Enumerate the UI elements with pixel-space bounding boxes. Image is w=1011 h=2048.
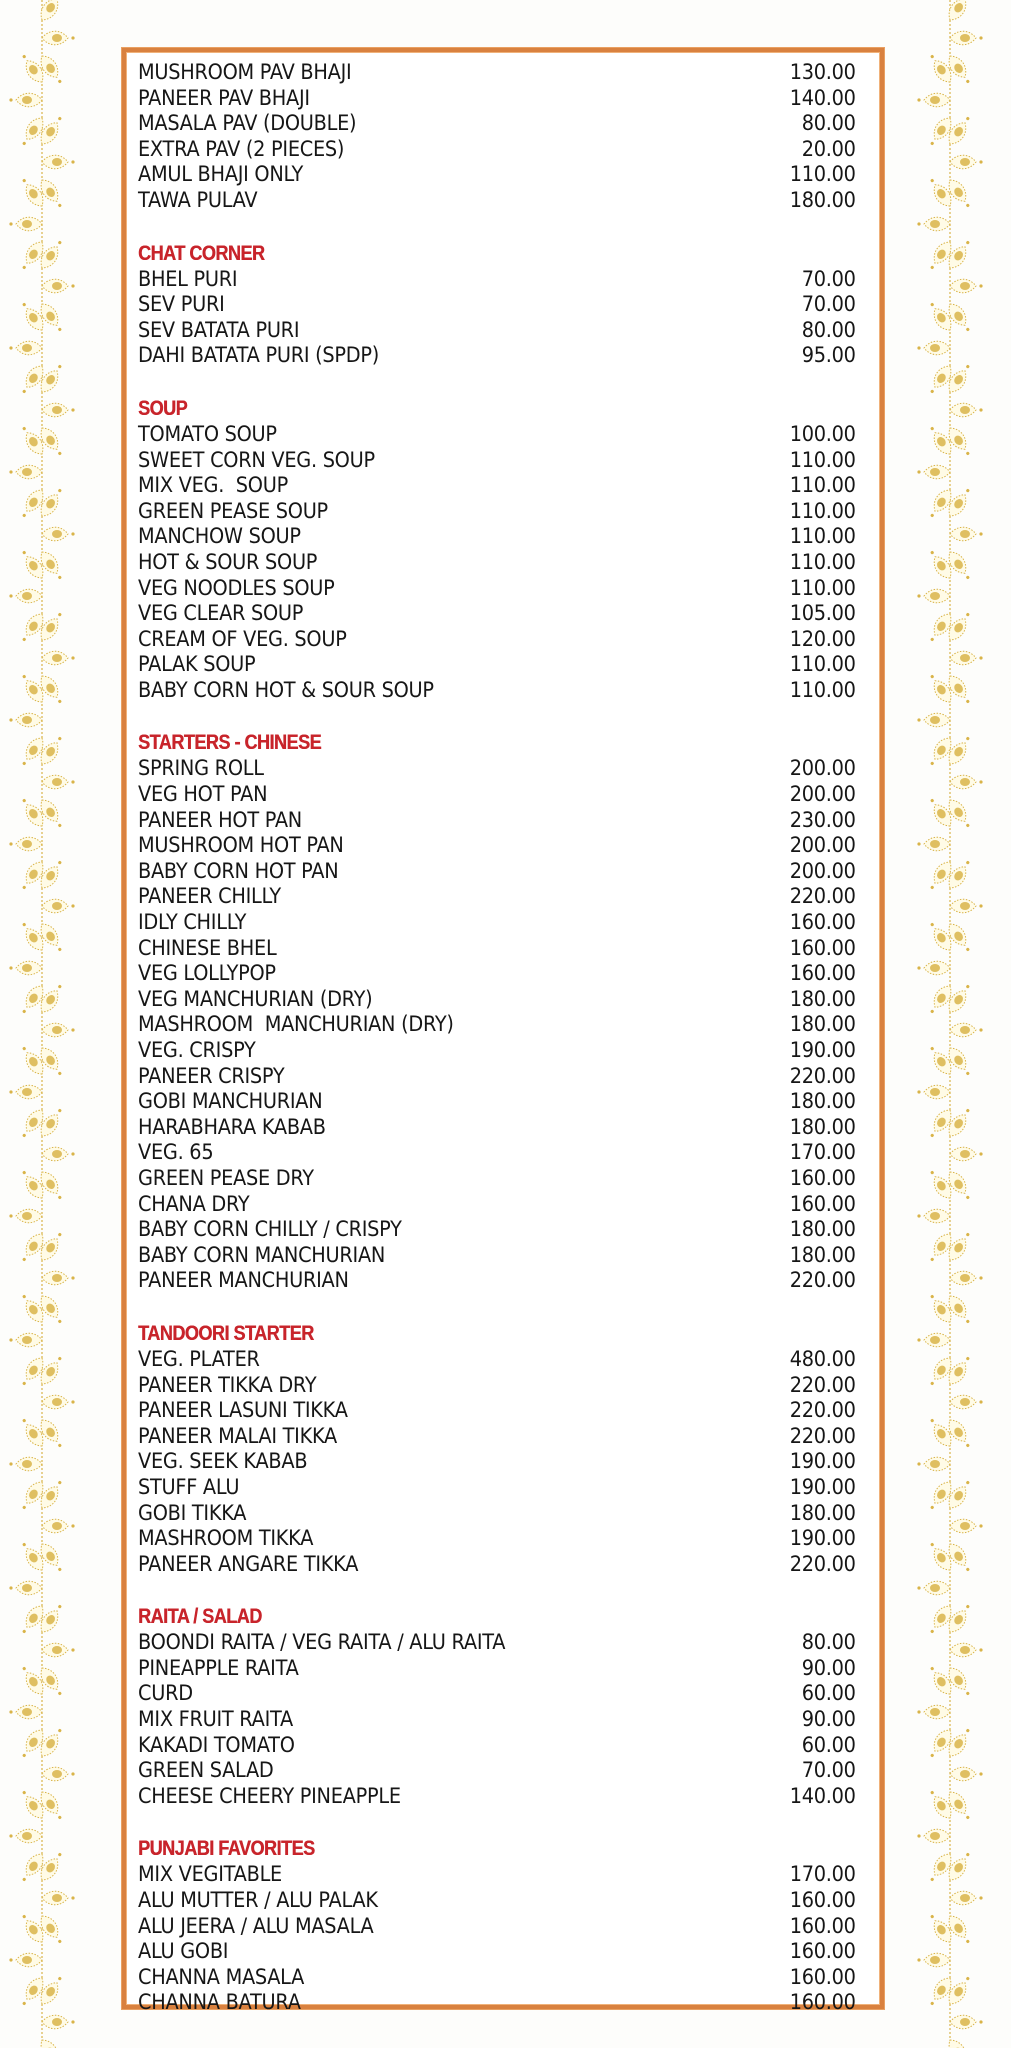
menu-item-row bbox=[138, 627, 856, 653]
menu-item-price: 120.00 bbox=[790, 626, 856, 651]
menu-item-row bbox=[138, 162, 856, 188]
menu-item-price: 160.00 bbox=[790, 935, 856, 960]
menu-item-row bbox=[138, 524, 856, 550]
menu-item-row bbox=[138, 499, 856, 525]
menu-item-name: GOBI MANCHURIAN bbox=[138, 1089, 323, 1114]
menu-item-row bbox=[138, 1939, 856, 1965]
menu-item-price: 160.00 bbox=[790, 1165, 856, 1190]
menu-item-price: 190.00 bbox=[790, 1526, 856, 1551]
menu-item-name: GOBI TIKKA bbox=[138, 1500, 247, 1525]
menu-item-row bbox=[138, 833, 856, 859]
menu-item-row bbox=[138, 188, 856, 214]
menu-item-name: GREEN PEASE SOUP bbox=[138, 498, 328, 523]
menu-item-name: HOT & SOUR SOUP bbox=[138, 549, 318, 574]
menu-item-row bbox=[138, 267, 856, 293]
menu-item-row bbox=[138, 343, 856, 369]
menu-item-price: 220.00 bbox=[790, 1398, 856, 1423]
left-floral-vine-ornament bbox=[0, 0, 98, 2048]
menu-item-price: 130.00 bbox=[790, 60, 856, 84]
menu-item-price: 230.00 bbox=[790, 807, 856, 832]
menu-item-name: SPRING ROLL bbox=[138, 756, 264, 781]
menu-item-price: 220.00 bbox=[790, 1372, 856, 1397]
menu-item-price: 170.00 bbox=[790, 1140, 856, 1165]
menu-item-price: 220.00 bbox=[790, 1268, 856, 1293]
menu-item-row bbox=[138, 1140, 856, 1166]
menu-item-price: 140.00 bbox=[790, 1783, 856, 1808]
menu-item-name: PANEER CRISPY bbox=[138, 1063, 285, 1088]
menu-item-row bbox=[138, 1012, 856, 1038]
menu-item-price: 110.00 bbox=[790, 447, 856, 472]
menu-item-row bbox=[138, 1990, 856, 2016]
menu-item-name: VEG LOLLYPOP bbox=[138, 961, 276, 986]
menu-item-name: BOONDI RAITA / VEG RAITA / ALU RAITA bbox=[138, 1630, 506, 1655]
section-heading: TANDOORI STARTER bbox=[138, 1321, 314, 1345]
menu-item-row bbox=[138, 473, 856, 499]
menu-item-row bbox=[138, 86, 856, 112]
menu-item-row bbox=[138, 961, 856, 987]
menu-item-row bbox=[138, 1862, 856, 1888]
menu-item-row bbox=[138, 1656, 856, 1682]
menu-item-price: 60.00 bbox=[802, 1732, 856, 1757]
menu-item-price: 110.00 bbox=[790, 549, 856, 574]
menu-item-row bbox=[138, 550, 856, 576]
menu-item-price: 180.00 bbox=[790, 1242, 856, 1267]
menu-item-row bbox=[138, 652, 856, 678]
menu-item-name: CHANA DRY bbox=[138, 1191, 250, 1216]
menu-item-price: 160.00 bbox=[790, 1913, 856, 1938]
menu-item-row bbox=[138, 1707, 856, 1733]
menu-item-price: 180.00 bbox=[790, 1114, 856, 1139]
menu-item-name: CREAM OF VEG. SOUP bbox=[138, 626, 347, 651]
menu-item-name: ALU MUTTER / ALU PALAK bbox=[138, 1888, 378, 1913]
menu-item-row bbox=[138, 1192, 856, 1218]
menu-item-name: MASHROOM MANCHURIAN (DRY) bbox=[138, 1012, 454, 1037]
menu-item-row bbox=[138, 576, 856, 602]
menu-item-name: PINEAPPLE RAITA bbox=[138, 1655, 299, 1680]
menu-item-name: PALAK SOUP bbox=[138, 652, 256, 677]
menu-item-price: 180.00 bbox=[790, 1500, 856, 1525]
menu-item-price: 110.00 bbox=[790, 524, 856, 549]
menu-section-starters-chinese bbox=[138, 730, 856, 1293]
menu-item-price: 220.00 bbox=[790, 884, 856, 909]
menu-item-price: 110.00 bbox=[790, 652, 856, 677]
menu-item-price: 110.00 bbox=[790, 498, 856, 523]
menu-item-name: VEG. SEEK KABAB bbox=[138, 1449, 308, 1474]
section-heading: RAITA / SALAD bbox=[138, 1605, 262, 1629]
menu-item-row bbox=[138, 1914, 856, 1940]
menu-item-price: 70.00 bbox=[802, 292, 856, 317]
menu-item-row bbox=[138, 1552, 856, 1578]
menu-item-name: PANEER MALAI TIKKA bbox=[138, 1423, 337, 1448]
menu-price-list bbox=[122, 48, 884, 2015]
menu-item-price: 180.00 bbox=[790, 986, 856, 1011]
menu-item-name: DAHI BATATA PURI (SPDP) bbox=[138, 343, 379, 368]
menu-item-name: HARABHARA KABAB bbox=[138, 1114, 326, 1139]
menu-item-row bbox=[138, 1115, 856, 1141]
menu-item-name: MIX VEG. SOUP bbox=[138, 473, 288, 498]
menu-item-name: SEV PURI bbox=[138, 292, 225, 317]
menu-item-name: MASALA PAV (DOUBLE) bbox=[138, 111, 357, 136]
menu-item-price: 160.00 bbox=[790, 961, 856, 986]
menu-item-name: SEV BATATA PURI bbox=[138, 317, 300, 342]
menu-item-name: CHANNA BATURA bbox=[138, 1990, 301, 2015]
menu-item-name: MIX FRUIT RAITA bbox=[138, 1707, 294, 1732]
menu-item-row bbox=[138, 1089, 856, 1115]
menu-item-name: PANEER ANGARE TIKKA bbox=[138, 1551, 359, 1576]
menu-item-row bbox=[138, 1784, 856, 1810]
menu-item-price: 160.00 bbox=[790, 1990, 856, 2015]
menu-item-price: 200.00 bbox=[790, 833, 856, 858]
menu-item-name: KAKADI TOMATO bbox=[138, 1732, 295, 1757]
menu-item-price: 110.00 bbox=[790, 575, 856, 600]
menu-item-price: 180.00 bbox=[790, 1012, 856, 1037]
menu-item-name: MASHROOM TIKKA bbox=[138, 1526, 314, 1551]
menu-item-row bbox=[138, 318, 856, 344]
section-heading: STARTERS - CHINESE bbox=[138, 731, 322, 755]
menu-item-row bbox=[138, 987, 856, 1013]
menu-section-chat-corner bbox=[138, 241, 856, 369]
menu-item-row bbox=[138, 1475, 856, 1501]
menu-item-name: MIX VEGITABLE bbox=[138, 1862, 282, 1887]
menu-item-price: 90.00 bbox=[802, 1655, 856, 1680]
menu-item-name: CURD bbox=[138, 1681, 193, 1706]
menu-item-name: MUSHROOM HOT PAN bbox=[138, 833, 344, 858]
menu-item-row bbox=[138, 1217, 856, 1243]
menu-item-row bbox=[138, 1243, 856, 1269]
menu-item-price: 60.00 bbox=[802, 1681, 856, 1706]
menu-item-name: CHEESE CHEERY PINEAPPLE bbox=[138, 1783, 401, 1808]
menu-item-row bbox=[138, 1965, 856, 1991]
section-heading: SOUP bbox=[138, 396, 188, 420]
menu-item-price: 190.00 bbox=[790, 1474, 856, 1499]
menu-item-price: 200.00 bbox=[790, 858, 856, 883]
menu-item-name: IDLY CHILLY bbox=[138, 910, 247, 935]
menu-item-price: 160.00 bbox=[790, 1939, 856, 1964]
menu-item-row bbox=[138, 292, 856, 318]
menu-item-price: 180.00 bbox=[790, 187, 856, 212]
menu-item-price: 80.00 bbox=[802, 1630, 856, 1655]
menu-item-price: 160.00 bbox=[790, 910, 856, 935]
menu-section-pav-bhaji bbox=[138, 60, 856, 214]
menu-item-price: 220.00 bbox=[790, 1063, 856, 1088]
menu-item-name: ALU JEERA / ALU MASALA bbox=[138, 1913, 374, 1938]
menu-item-name: VEG NOODLES SOUP bbox=[138, 575, 335, 600]
menu-item-row bbox=[138, 1630, 856, 1656]
menu-item-row bbox=[138, 1526, 856, 1552]
menu-item-row bbox=[138, 936, 856, 962]
menu-item-price: 70.00 bbox=[802, 266, 856, 291]
menu-item-row bbox=[138, 1347, 856, 1373]
menu-item-price: 160.00 bbox=[790, 1888, 856, 1913]
menu-item-row bbox=[138, 1888, 856, 1914]
menu-item-row bbox=[138, 1268, 856, 1294]
menu-item-name: MUSHROOM PAV BHAJI bbox=[138, 60, 352, 84]
menu-item-name: AMUL BHAJI ONLY bbox=[138, 162, 303, 187]
menu-item-row bbox=[138, 422, 856, 448]
menu-item-price: 200.00 bbox=[790, 756, 856, 781]
section-heading: PUNJABI FAVORITES bbox=[138, 1837, 315, 1861]
menu-item-name: VEG. 65 bbox=[138, 1140, 214, 1165]
menu-item-row bbox=[138, 1398, 856, 1424]
menu-item-row bbox=[138, 756, 856, 782]
menu-item-name: GREEN PEASE DRY bbox=[138, 1165, 314, 1190]
menu-item-price: 190.00 bbox=[790, 1449, 856, 1474]
menu-item-row bbox=[138, 678, 856, 704]
menu-item-name: VEG. PLATER bbox=[138, 1346, 260, 1371]
menu-item-name: BABY CORN MANCHURIAN bbox=[138, 1242, 386, 1267]
menu-item-name: BABY CORN CHILLY / CRISPY bbox=[138, 1217, 402, 1242]
menu-item-price: 160.00 bbox=[790, 1964, 856, 1989]
menu-item-row bbox=[138, 137, 856, 163]
menu-item-row bbox=[138, 1373, 856, 1399]
menu-item-price: 80.00 bbox=[802, 317, 856, 342]
menu-item-name: CHANNA MASALA bbox=[138, 1964, 305, 1989]
section-heading: CHAT CORNER bbox=[138, 241, 265, 265]
menu-item-name: TOMATO SOUP bbox=[138, 421, 277, 446]
menu-item-name: SWEET CORN VEG. SOUP bbox=[138, 447, 375, 472]
menu-item-price: 105.00 bbox=[790, 601, 856, 626]
menu-item-price: 110.00 bbox=[790, 473, 856, 498]
menu-item-price: 180.00 bbox=[790, 1089, 856, 1114]
menu-item-name: ALU GOBI bbox=[138, 1939, 229, 1964]
menu-item-row bbox=[138, 1166, 856, 1192]
menu-item-name: VEG. CRISPY bbox=[138, 1038, 256, 1062]
menu-item-row bbox=[138, 111, 856, 137]
menu-item-name: GREEN SALAD bbox=[138, 1758, 274, 1783]
menu-item-price: 100.00 bbox=[790, 421, 856, 446]
menu-item-row bbox=[138, 1733, 856, 1759]
menu-item-name: PANEER MANCHURIAN bbox=[138, 1268, 349, 1293]
menu-item-name: VEG CLEAR SOUP bbox=[138, 601, 304, 626]
menu-item-row bbox=[138, 884, 856, 910]
menu-section-raita-salad bbox=[138, 1604, 856, 1809]
menu-item-name: PANEER HOT PAN bbox=[138, 807, 302, 832]
menu-section-tandoori-starter bbox=[138, 1321, 856, 1577]
menu-item-row bbox=[138, 1501, 856, 1527]
menu-item-row bbox=[138, 808, 856, 834]
menu-item-price: 80.00 bbox=[802, 111, 856, 136]
right-floral-vine-ornament bbox=[896, 0, 1006, 2048]
menu-item-price: 480.00 bbox=[790, 1346, 856, 1371]
menu-section-punjabi-favorites bbox=[138, 1836, 856, 2016]
menu-item-row bbox=[138, 1064, 856, 1090]
menu-item-price: 190.00 bbox=[790, 1038, 856, 1062]
menu-item-price: 180.00 bbox=[790, 1217, 856, 1242]
menu-item-price: 220.00 bbox=[790, 1551, 856, 1576]
menu-item-price: 160.00 bbox=[790, 1191, 856, 1216]
menu-item-price: 170.00 bbox=[790, 1862, 856, 1887]
menu-item-price: 220.00 bbox=[790, 1423, 856, 1448]
menu-item-row bbox=[138, 60, 856, 86]
menu-item-name: PANEER TIKKA DRY bbox=[138, 1372, 317, 1397]
menu-item-row bbox=[138, 859, 856, 885]
menu-item-name: PANEER PAV BHAJI bbox=[138, 85, 310, 110]
menu-section-soup bbox=[138, 396, 856, 704]
menu-item-row bbox=[138, 1038, 856, 1064]
menu-item-price: 200.00 bbox=[790, 782, 856, 807]
menu-item-row bbox=[138, 1758, 856, 1784]
menu-item-row bbox=[138, 448, 856, 474]
menu-item-name: BABY CORN HOT PAN bbox=[138, 858, 339, 883]
menu-item-name: BHEL PURI bbox=[138, 266, 238, 291]
menu-item-price: 110.00 bbox=[790, 162, 856, 187]
menu-sections bbox=[138, 60, 856, 2016]
menu-item-price: 110.00 bbox=[790, 677, 856, 702]
menu-item-name: PANEER LASUNI TIKKA bbox=[138, 1398, 348, 1423]
menu-item-name: TAWA PULAV bbox=[138, 187, 258, 212]
menu-item-row bbox=[138, 601, 856, 627]
menu-item-row bbox=[138, 1424, 856, 1450]
menu-item-name: VEG HOT PAN bbox=[138, 782, 268, 807]
menu-item-name: STUFF ALU bbox=[138, 1474, 240, 1499]
menu-item-price: 70.00 bbox=[802, 1758, 856, 1783]
menu-item-price: 95.00 bbox=[802, 343, 856, 368]
menu-item-name: PANEER CHILLY bbox=[138, 884, 281, 909]
menu-item-price: 90.00 bbox=[802, 1707, 856, 1732]
menu-item-price: 20.00 bbox=[802, 136, 856, 161]
menu-item-row bbox=[138, 782, 856, 808]
menu-item-name: VEG MANCHURIAN (DRY) bbox=[138, 986, 373, 1011]
menu-item-name: EXTRA PAV (2 PIECES) bbox=[138, 136, 345, 161]
menu-item-row bbox=[138, 1449, 856, 1475]
menu-item-row bbox=[138, 1681, 856, 1707]
menu-item-row bbox=[138, 910, 856, 936]
menu-item-name: MANCHOW SOUP bbox=[138, 524, 301, 549]
menu-item-name: CHINESE BHEL bbox=[138, 935, 277, 960]
menu-item-name: BABY CORN HOT & SOUR SOUP bbox=[138, 677, 434, 702]
menu-item-price: 140.00 bbox=[790, 85, 856, 110]
